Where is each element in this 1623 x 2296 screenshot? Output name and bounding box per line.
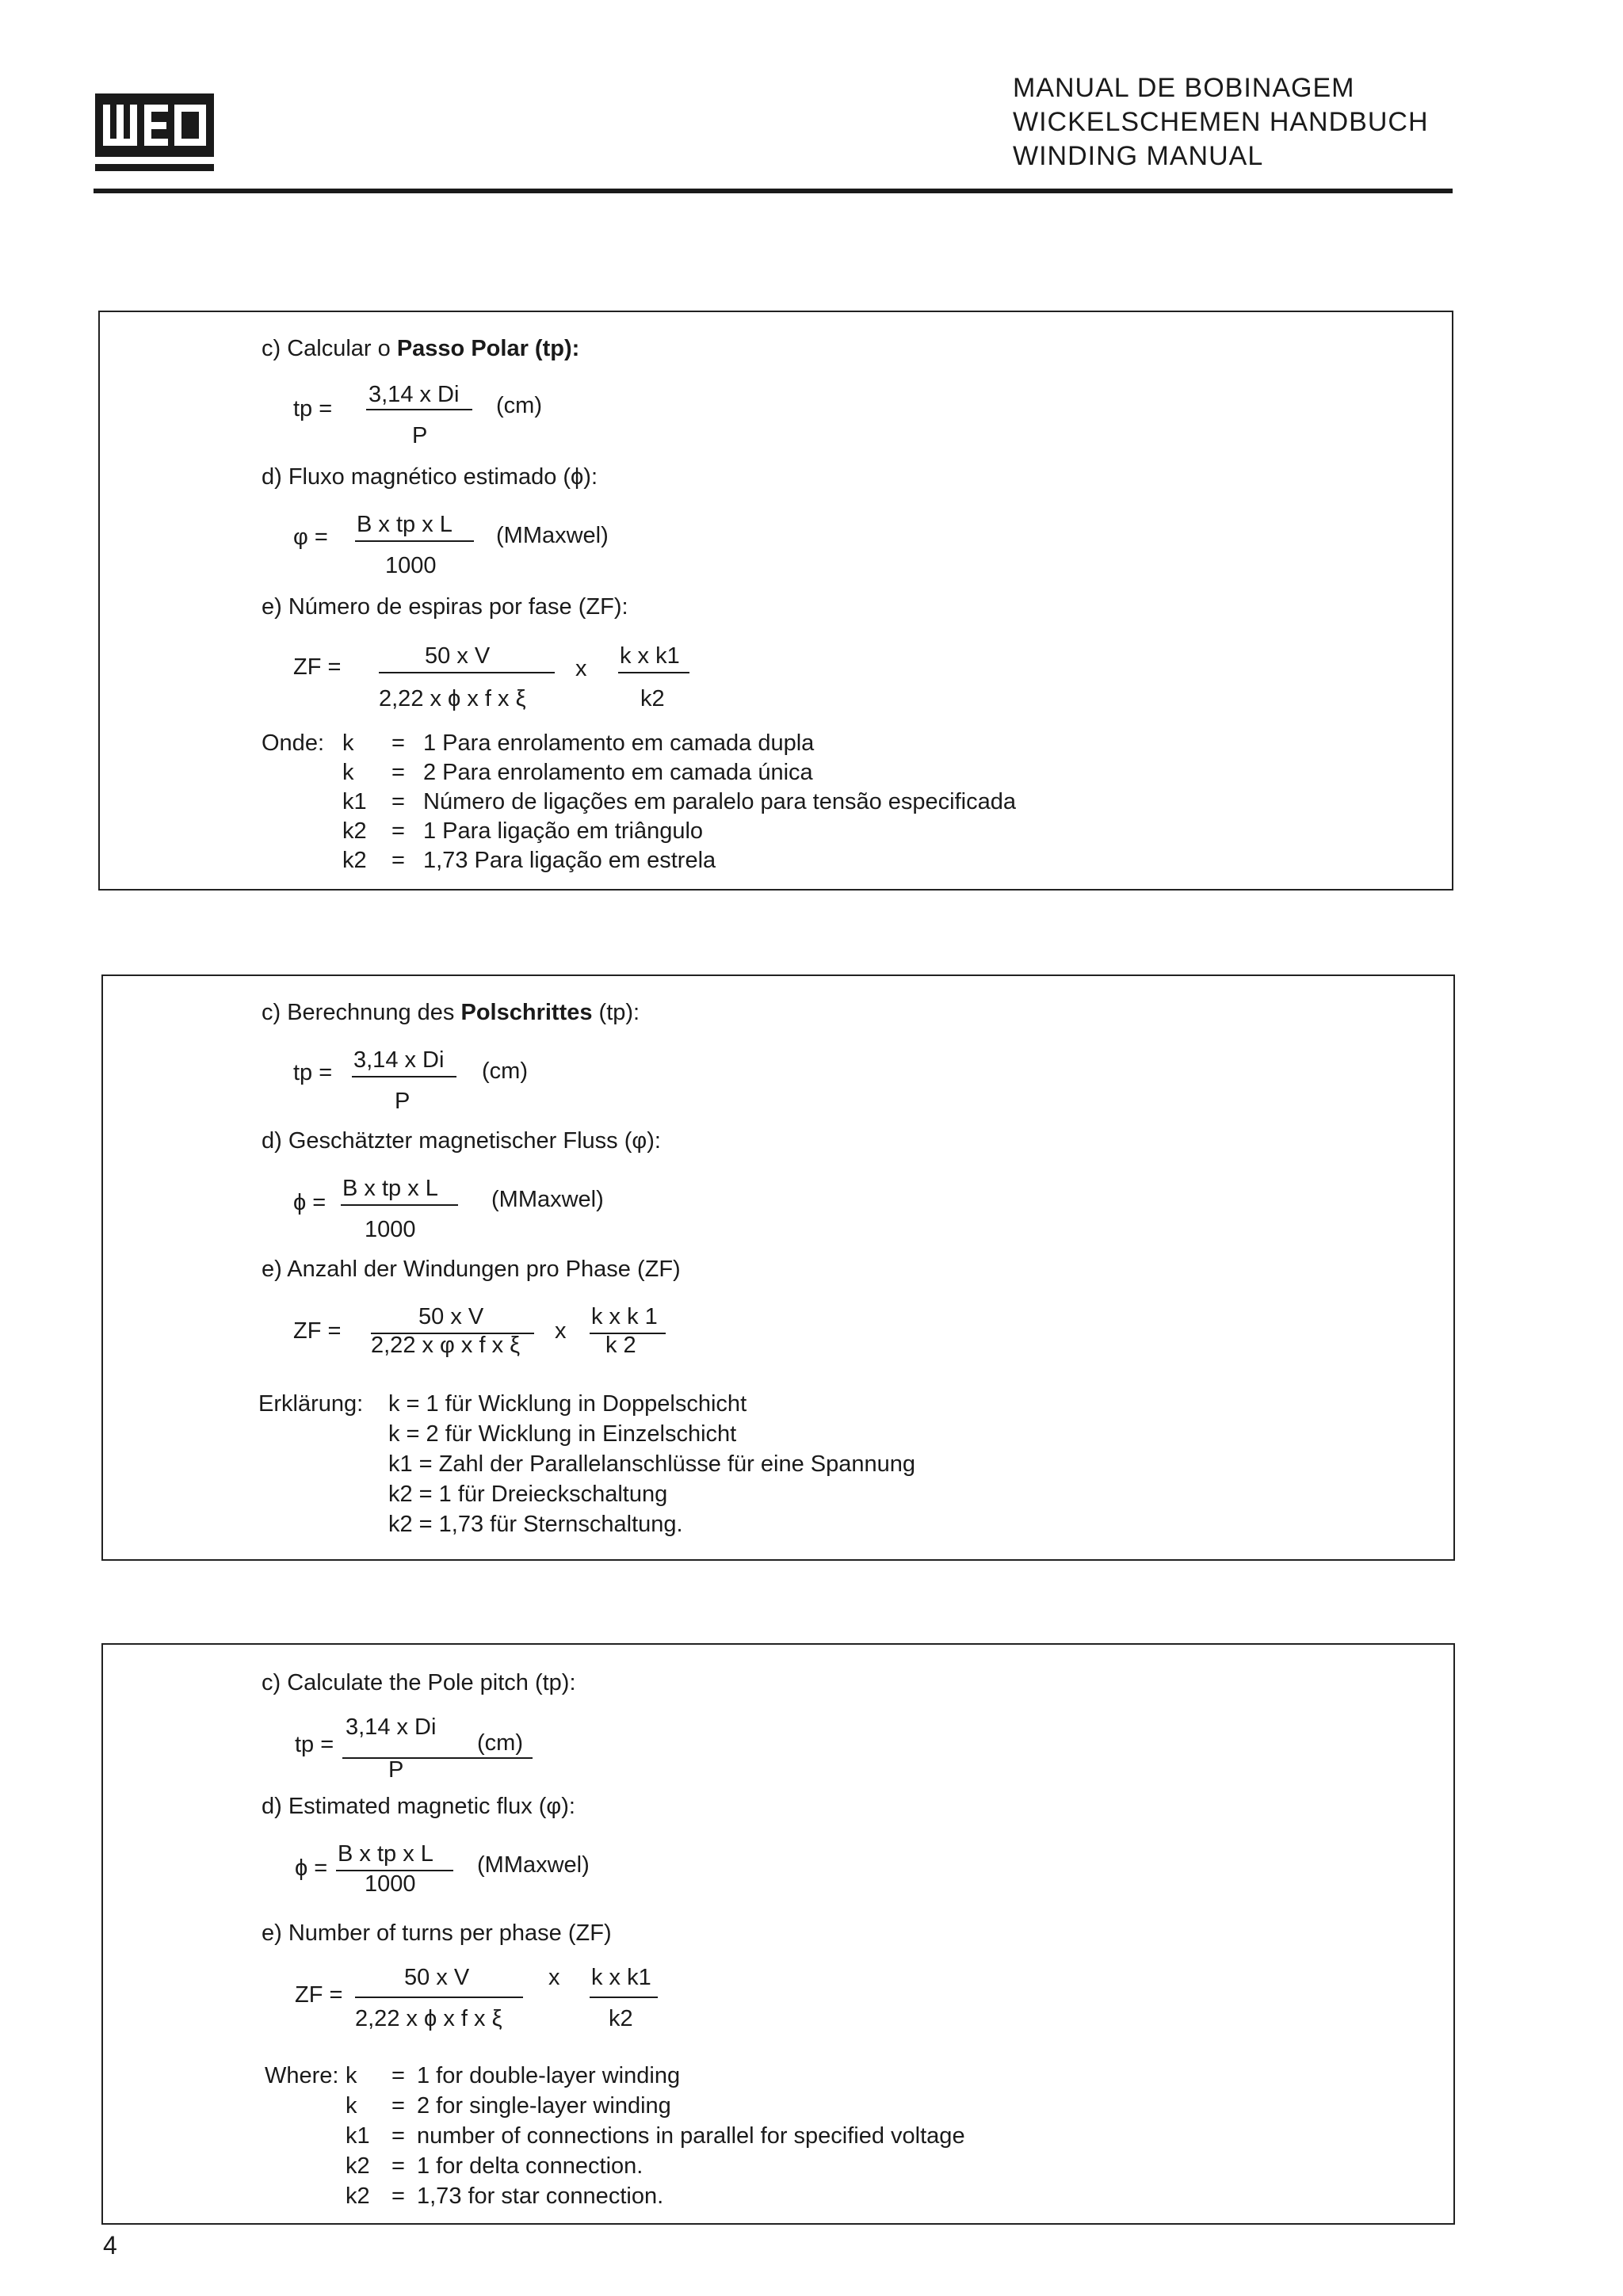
en-tp-denominator: P — [388, 1757, 404, 1783]
en-zf-numerator-2: k x k1 — [591, 1965, 651, 1990]
weg-logo — [95, 93, 214, 171]
de-step-e: e) Anzahl der Windungen pro Phase (ZF) — [262, 1257, 681, 1282]
en-def-3-text: number of connections in parallel for specified voltage — [417, 2123, 965, 2149]
de-phi-unit: (MMaxwel) — [491, 1187, 604, 1212]
en-zf-fraction-bar-2 — [590, 1997, 658, 1998]
de-tp-unit: (cm) — [482, 1058, 528, 1084]
en-zf-times: x — [548, 1965, 560, 1990]
pt-zf-numerator: 50 x V — [425, 643, 491, 669]
pt-zf-fraction-bar-2 — [618, 672, 689, 673]
pt-def-3-text: Número de ligações em paralelo para tensão especificada — [423, 789, 1016, 814]
pt-def-2-equals: = — [391, 760, 405, 785]
en-def-1-symbol: k — [346, 2063, 357, 2088]
pt-def-4-equals: = — [391, 818, 405, 844]
de-tp-lhs: tp = — [293, 1060, 333, 1085]
page-number: 4 — [103, 2231, 117, 2260]
en-step-d: d) Estimated magnetic flux (φ): — [262, 1794, 575, 1819]
pt-zf-denominator: 2,22 x ϕ x f x ξ — [379, 686, 526, 711]
header-rule — [94, 189, 1453, 193]
de-tp-denominator: P — [395, 1089, 411, 1114]
de-def-1: k = 1 für Wicklung in Doppelschicht — [388, 1391, 747, 1417]
de-zf-lhs: ZF = — [293, 1318, 342, 1344]
de-def-3: k1 = Zahl der Parallelanschlüsse für eine Spannung — [388, 1451, 916, 1477]
pt-phi-unit: (MMaxwel) — [496, 523, 609, 548]
en-def-2-symbol: k — [346, 2093, 357, 2119]
title-line-pt: MANUAL DE BOBINAGEM — [1013, 73, 1355, 103]
en-def-3-equals: = — [391, 2123, 405, 2149]
pt-tp-denominator: P — [412, 423, 428, 448]
en-zf-denominator: 2,22 x ϕ x f x ξ — [355, 2006, 502, 2031]
en-zf-denominator-2: k2 — [609, 2006, 633, 2031]
en-def-3-symbol: k1 — [346, 2123, 370, 2149]
en-zf-lhs: ZF = — [295, 1982, 343, 2008]
pt-step-c: c) Calcular o Passo Polar (tp): — [262, 336, 580, 361]
de-phi-fraction-bar — [341, 1204, 458, 1206]
de-phi-lhs: ϕ = — [293, 1190, 327, 1215]
pt-def-4-text: 1 Para ligação em triângulo — [423, 818, 704, 844]
en-step-e: e) Number of turns per phase (ZF) — [262, 1920, 612, 1946]
de-zf-denominator: 2,22 x φ x f x ξ — [371, 1333, 521, 1358]
de-tp-fraction-bar — [352, 1076, 456, 1077]
pt-zf-fraction-bar — [379, 672, 555, 673]
de-tp-numerator: 3,14 x Di — [353, 1047, 445, 1073]
pt-def-3-symbol: k1 — [342, 789, 367, 814]
de-def-5: k2 = 1,73 für Sternschaltung. — [388, 1512, 683, 1537]
pt-def-3-equals: = — [391, 789, 405, 814]
en-tp-numerator: 3,14 x Di — [346, 1714, 437, 1740]
pt-def-4-symbol: k2 — [342, 818, 367, 844]
en-def-1-equals: = — [391, 2063, 405, 2088]
de-zf-numerator-2: k x k 1 — [591, 1304, 658, 1329]
pt-tp-lhs: tp = — [293, 396, 333, 421]
de-zf-numerator: 50 x V — [418, 1304, 484, 1329]
en-def-4-text: 1 for delta connection. — [417, 2153, 643, 2179]
en-tp-unit: (cm) — [477, 1730, 523, 1756]
pt-zf-times: x — [575, 656, 587, 681]
pt-def-5-equals: = — [391, 848, 405, 873]
en-phi-lhs: ϕ = — [295, 1855, 328, 1881]
en-def-1-text: 1 for double-layer winding — [417, 2063, 681, 2088]
pt-phi-fraction-bar — [355, 540, 474, 542]
de-phi-denominator: 1000 — [365, 1217, 416, 1242]
de-step-d: d) Geschätzter magnetischer Fluss (φ): — [262, 1128, 661, 1154]
pt-step-d: d) Fluxo magnético estimado (ϕ): — [262, 464, 598, 490]
de-where-label: Erklärung: — [258, 1391, 364, 1417]
en-phi-numerator: B x tp x L — [338, 1841, 433, 1867]
pt-step-e: e) Número de espiras por fase (ZF): — [262, 594, 628, 620]
en-phi-unit: (MMaxwel) — [477, 1852, 590, 1878]
de-zf-times: x — [555, 1318, 567, 1344]
de-zf-denominator-2: k 2 — [605, 1333, 636, 1358]
pt-def-5-text: 1,73 Para ligação em estrela — [423, 848, 716, 873]
en-def-4-equals: = — [391, 2153, 405, 2179]
en-zf-numerator: 50 x V — [404, 1965, 470, 1990]
pt-phi-numerator: B x tp x L — [357, 512, 453, 537]
pt-def-1-text: 1 Para enrolamento em camada dupla — [423, 730, 815, 756]
en-def-2-text: 2 for single-layer winding — [417, 2093, 671, 2119]
en-tp-lhs: tp = — [295, 1732, 334, 1757]
en-zf-fraction-bar — [355, 1997, 523, 1998]
en-def-4-symbol: k2 — [346, 2153, 370, 2179]
en-phi-denominator: 1000 — [365, 1871, 416, 1897]
de-def-4: k2 = 1 für Dreieckschaltung — [388, 1482, 668, 1507]
en-tp-fraction-bar — [342, 1757, 533, 1759]
pt-tp-unit: (cm) — [496, 393, 542, 418]
pt-def-2-text: 2 Para enrolamento em camada única — [423, 760, 813, 785]
pt-phi-lhs: φ = — [293, 524, 328, 550]
de-def-2: k = 2 für Wicklung in Einzelschicht — [388, 1421, 737, 1447]
en-step-c: c) Calculate the Pole pitch (tp): — [262, 1670, 576, 1695]
pt-def-1-symbol: k — [342, 730, 354, 756]
de-step-c: c) Berechnung des Polschrittes (tp): — [262, 1000, 640, 1025]
en-def-5-symbol: k2 — [346, 2183, 370, 2209]
pt-def-5-symbol: k2 — [342, 848, 367, 873]
en-where-label: Where: — [265, 2063, 339, 2088]
pt-where-label: Onde: — [262, 730, 324, 756]
pt-tp-fraction-bar — [366, 409, 472, 410]
en-def-2-equals: = — [391, 2093, 405, 2119]
pt-zf-lhs: ZF = — [293, 654, 342, 680]
en-def-5-text: 1,73 for star connection. — [417, 2183, 664, 2209]
pt-zf-numerator-2: k x k1 — [620, 643, 680, 669]
title-line-de: WICKELSCHEMEN HANDBUCH — [1013, 107, 1429, 137]
en-def-5-equals: = — [391, 2183, 405, 2209]
pt-def-1-equals: = — [391, 730, 405, 756]
title-line-en: WINDING MANUAL — [1013, 141, 1264, 171]
pt-zf-denominator-2: k2 — [640, 686, 665, 711]
pt-phi-denominator: 1000 — [385, 553, 437, 578]
pt-tp-numerator: 3,14 x Di — [369, 382, 460, 407]
manual-title — [1013, 71, 1429, 174]
pt-def-2-symbol: k — [342, 760, 354, 785]
de-phi-numerator: B x tp x L — [342, 1176, 438, 1201]
